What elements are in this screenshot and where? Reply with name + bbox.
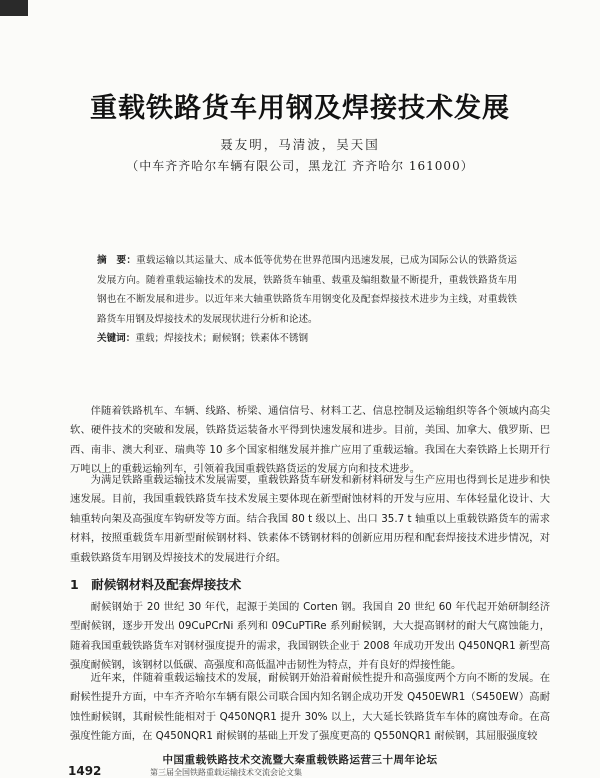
abstract-text: 重载运输以其运量大、成本低等优势在世界范围内迅速发展，已成为国际公认的铁路货运发展方向。随着重载运输技术的发展，铁路货车轴重、载重及编组数量不断提升，重载铁路货车用钢也在不断发展和进步。以近年来大轴重铁路货车用钢变化及配套焊接技术进步为主线，对重载铁路货车用钢及焊接技术的发展现状进行分析和论述。 bbox=[97, 255, 518, 325]
keywords-label: 关键词： bbox=[97, 333, 136, 344]
abstract-label: 摘 要： bbox=[97, 255, 137, 266]
footer-subtitle: 第三届全国铁路重载运输技术交流会论文集 bbox=[150, 768, 302, 777]
footer-conference-title: 中国重载铁路技术交流暨大秦重载铁路运营三十周年论坛 bbox=[162, 754, 438, 766]
abstract-block bbox=[97, 251, 517, 349]
keywords-text: 重载；焊接技术；耐候钢；铁素体不锈钢 bbox=[135, 333, 309, 344]
page-number: 1492 bbox=[68, 764, 102, 778]
body-paragraph-2: 为满足铁路重载运输技术发展需要，重载铁路货车研发和新材料研发与生产应用也得到长足进步和快速发展。目前，我国重载铁路货车技术发展主要体现在新型耐蚀材料的开发与应用、车体轻量化设计、大轴重转向架及高强度车钩研发等方面。结合我国 80 t 级以上、出口 35.7 t 轴重以上重载铁路货车的需求材料，按照重载货车用新型耐候钢材料、铁素体不锈钢材料的创新应用历程和配套焊接技术进步情况，对重载铁路货车用钢及焊接技术的发展进行介绍。 bbox=[70, 474, 550, 564]
keywords bbox=[97, 329, 517, 349]
abstract bbox=[97, 251, 517, 329]
body-paragraph-3: 耐候钢始于 20 世纪 30 年代，起源于美国的 Corten 钢。我国自 20 世纪 60 年代起开始研制经济型耐候钢，逐步开发出 09CuPCrNi 系列和 09CuPTiRe 系列耐候钢，大大提高钢材的耐大气腐蚀能力，随着我国重载铁路货车对钢材强度提升的需求，我国钢铁企业于 2008 年成功开发出 Q450NQR1 新型高强度耐候钢，该钢材以低碳、高强度和高低温冲击韧性为特点，并有良好的焊接性能。 bbox=[70, 601, 550, 672]
paper-title: 重载铁路货车用钢及焊接技术发展 bbox=[90, 93, 510, 124]
body-paragraph-1: 伴随着铁路机车、车辆、线路、桥梁、通信信号、材料工艺、信息控制及运输组织等各个领域内高尖软、硬件技术的突破和发展，铁路货运装备水平得到快速发展和进步。目前，美国、加拿大、俄罗斯、巴西、南非、澳大利亚、瑞典等 10 多个国家相继发展并推广应用了重载运输。我国在大秦铁路上长期开行万吨以上的重载运输列车，引领着我国重载铁路货运的发展方向和技术进步。 bbox=[70, 405, 550, 476]
section-1-title: 1 耐候钢材料及配套焊接技术 bbox=[70, 577, 242, 592]
affiliation: （中车齐齐哈尔车辆有限公司，黑龙江 齐齐哈尔 161000） bbox=[126, 159, 474, 173]
scan-edge-mark bbox=[0, 0, 28, 16]
body-paragraph-4: 近年来，伴随着重载运输技术的发展，耐候钢开始沿着耐候性提升和高强度两个方向不断的发展。在耐候性提升方面，中车齐齐哈尔车辆有限公司联合国内知名钢企成功开发 Q450EWR1（S450EW）高耐蚀性耐候钢，其耐候性能相对于 Q450NQR1 提升 30% 以上，大大延长铁路货车车体的腐蚀寿命。在高强度性能方面，在 Q450NQR1 耐候钢的基础上开发了强度更高的 Q550NQR1 耐候钢，其屈服强度较 bbox=[70, 672, 550, 743]
authors: 聂友明，马清波，吴天国 bbox=[220, 137, 380, 152]
